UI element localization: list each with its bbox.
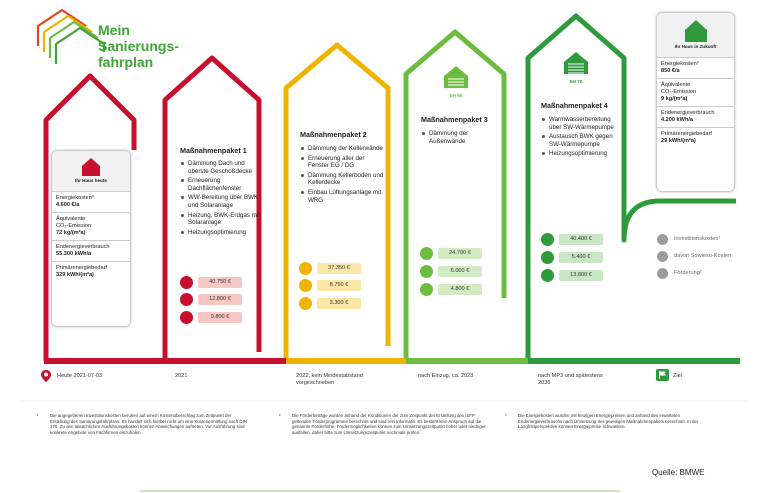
footnote-3: ³ Die Energiekosten wurden mit heutigen Energiepreisen und anhand des erwarteten Endenergieverbrauchs nach Umsetzung des jeweiligen Maßnahmenpakets berechnet. In der Langfristperspektive können Energiepreise schwanken. — [505, 413, 699, 430]
sowieso-icon — [541, 251, 554, 264]
package-4-title: Maßnahmenpaket 4 — [541, 101, 608, 110]
list-item: Erneuerung Dachflächenfenster — [188, 177, 260, 192]
timeline-package-1-label: 2021 — [175, 373, 188, 379]
list-item: Heizung, BWK-Erdgas mit Solaranlage — [188, 211, 260, 227]
house-green-icon — [683, 17, 709, 43]
list-item: Warmwasserbereitung über SW-Wärmepumpe — [549, 116, 623, 131]
investment-icon — [541, 233, 554, 246]
future-final-energy-section: Endenergieverbrauch 4.200 kWh/a — [657, 107, 734, 128]
co2-section: Äquivalente CO₂-Emission 72 kg/(m²a) — [52, 213, 130, 241]
investment-icon — [180, 276, 193, 289]
location-pin-icon — [40, 369, 52, 383]
list-item: WW-Bereitung über BWK und Solaranlage — [188, 194, 259, 209]
future-primary-energy-section: Primärenergiebedarf 29 kWh/(m²a) — [661, 131, 712, 144]
primary-energy-section: Primärenergiebedarf 329 kWh/(m²a) — [56, 265, 107, 278]
package-1-list — [180, 160, 260, 236]
sowieso-icon — [657, 251, 668, 262]
footnote-1: ¹ Die angegebenen Investitionskosten beruhen auf einem Kostenüberschlag zum Zeitpunkt der Erstellung des Sanierungsfahrplans. Es handelt sich hierbei nicht um eine Kostenermittlung nach DIN 276. Zu den tatsächlichen Ausführungskosten können Abweichungen auftreten. Vor Ausführung sind konkrete Angebote von Fachfirmen einzuholen. — [37, 413, 247, 435]
package-1 — [180, 146, 260, 238]
list-item: Austausch BWK gegen SW-Wärmepumpe — [549, 133, 623, 148]
subsidy-icon — [420, 283, 433, 296]
timeline-start-label: Heute 2021-07-03 — [57, 373, 103, 379]
timeline-package-3-label: nach Einzug, ca. 2023 — [418, 373, 474, 379]
list-item: Dämmung der Außenwände — [429, 130, 501, 145]
subsidy-icon — [180, 311, 193, 324]
house-today-label: Ihr Haus heute — [75, 178, 107, 183]
sowieso-icon — [180, 293, 193, 306]
package-3-list — [421, 130, 501, 145]
energy-cost-section: Energiekosten³ 4.600 €/a — [52, 192, 130, 213]
sowieso-icon — [420, 265, 433, 278]
eh70-badge: EH 70 — [561, 50, 591, 84]
house-efficiency-icon — [442, 64, 470, 88]
timeline-goal-label: Ziel — [673, 373, 683, 379]
list-item: Einbau Lüftungsanlage mit WRG — [308, 189, 386, 204]
package-3-title: Maßnahmenpaket 3 — [421, 115, 488, 124]
list-item: Heizungsoptimierung — [188, 229, 260, 237]
list-item: Dämmung Dach und oberste Geschoßdecke — [188, 160, 260, 175]
house-future-label: Ihr Haus in Zukunft — [674, 44, 717, 49]
future-energy-cost-section: Energiekosten³ 850 €/a — [657, 58, 734, 79]
package-1-title: Maßnahmenpaket 1 — [180, 146, 247, 155]
future-co2-section: Äquivalente CO₂-Emission 9 kg/(m²a) — [657, 79, 734, 107]
list-item: Heizungsoptimierung — [549, 150, 623, 158]
goal-flag-icon — [656, 369, 669, 381]
house-efficiency-icon — [562, 50, 590, 74]
timeline-package-4-label: nach MP3 und spätestens 2036 — [538, 373, 603, 386]
house-red-icon — [80, 155, 102, 177]
source-label: Quelle: BMWE — [652, 468, 705, 477]
investment-icon — [420, 247, 433, 260]
package-2-list — [300, 145, 386, 204]
final-energy-section: Endenergieverbrauch 55.300 kWh/a — [52, 241, 130, 262]
page-title: Mein Sanierungs- fahrplan — [98, 22, 179, 70]
house-today-card — [51, 150, 131, 327]
logo-icon — [38, 10, 104, 64]
footnote-2: ² Die Förderbeträge wurden anhand der Konditionen der zum Zeitpunkt der Erstellung des iSFP geltenden Förderprogramme berechnet und sind rein informativ. Es besteht kein Anspruch auf die genannte Förderhöhe. Fördermöglichkeiten können zum Umsetzungszeitpunkt höher oder niedriger ausfallen, daher bitte zum Umsetzungszeitpunkt nochmals prüfen. — [279, 413, 486, 435]
package-2-title: Maßnahmenpaket 2 — [300, 130, 367, 139]
sowieso-icon — [299, 279, 312, 292]
investment-icon — [657, 234, 668, 245]
subsidy-icon — [541, 269, 554, 282]
timeline-package-2-label: 2022, kein Mindestabstand vorgeschrieben — [296, 373, 363, 386]
eh85-badge: EH 85 — [441, 64, 471, 98]
subsidy-icon — [657, 268, 668, 279]
house-future-card — [656, 12, 735, 192]
list-item: Dämmung Kellerboden und Kellerdecke — [308, 172, 386, 187]
package-4-list — [541, 116, 623, 158]
list-item: Erneuerung aller der Fenster EG / DG — [308, 155, 386, 170]
investment-icon — [299, 262, 312, 275]
package-4 — [541, 101, 623, 160]
package-2 — [300, 130, 386, 206]
list-item: Dämmung der Kellerwände — [308, 145, 386, 153]
package-3 — [421, 115, 501, 147]
subsidy-icon — [299, 297, 312, 310]
